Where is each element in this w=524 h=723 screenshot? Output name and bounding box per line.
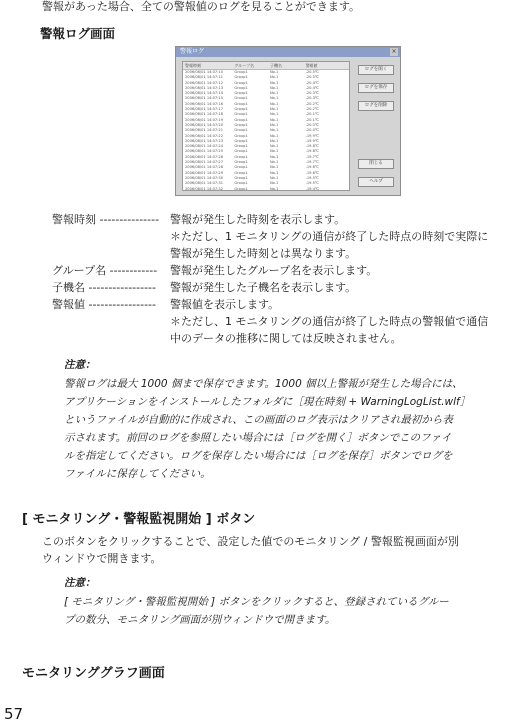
table-cell: No.1: [269, 133, 279, 138]
table-cell: No.1: [269, 128, 279, 133]
body-line: ウィンドウで開きます。: [42, 552, 162, 565]
table-cell: No.1: [269, 101, 279, 106]
section-body: [42, 533, 459, 567]
table-cell: -20.1℃: [305, 112, 319, 117]
section-heading-graph: モニタリンググラフ画面: [22, 666, 165, 681]
table-cell: 2006/08/01 14:07:22: [185, 133, 223, 138]
note-line: [ モニタリング・警報監視開始 ] ボタンをクリックすると、登録されているグルー: [64, 596, 449, 608]
note-line: というファイルが自動的に作成され、この画面のログ表示はクリアされ最初から表: [64, 414, 453, 426]
table-cell: 2006/08/01 14:07:14: [185, 91, 223, 96]
table-cell: Group1: [234, 170, 248, 175]
field-label: グループ名 ------------: [52, 264, 158, 277]
table-cell: -20.2℃: [305, 101, 319, 106]
table-cell: -19.6℃: [305, 165, 319, 170]
table-cell: 2006/08/01 14:07:32: [185, 186, 223, 191]
table-cell: -20.0℃: [305, 122, 319, 127]
field-desc: ＊ただし、1 モニタリングの通信が終了した時点の時刻で実際に: [170, 230, 489, 243]
note-line: ファイルに保存してください。: [64, 468, 211, 480]
column-header-unit[interactable]: 子機名: [269, 63, 282, 68]
field-line: [52, 246, 356, 261]
table-cell: Group1: [234, 144, 248, 149]
note-line: アプリケーションをインストールしたフォルダに［現在時刻 + WarningLogList.wlf］: [64, 396, 471, 408]
table-cell: -20.3℃: [305, 96, 319, 101]
table-cell: Group1: [234, 101, 248, 106]
alarm-log-list[interactable]: [182, 61, 350, 191]
table-cell: 2006/08/01 14:07:26: [185, 154, 223, 159]
column-header-value[interactable]: 警報値: [305, 63, 318, 68]
table-cell: -20.0℃: [305, 128, 319, 133]
field-desc: 警報値を表示します。: [170, 298, 280, 311]
table-cell: -20.5℃: [305, 75, 319, 80]
table-cell: -19.9℃: [305, 138, 319, 143]
table-cell: No.1: [269, 117, 279, 122]
table-row[interactable]: [183, 187, 349, 191]
note-line: ルを指定してください。ログを保存したい場合には［ログを保存］ボタンでログを: [64, 450, 453, 462]
subheading-alarm-log: 警報ログ画面: [40, 26, 116, 41]
table-cell: 2006/08/01 14:07:30: [185, 175, 223, 180]
save-log-button[interactable]: ログを保存: [358, 83, 394, 93]
table-cell: No.1: [269, 160, 279, 165]
body-line: このボタンをクリックすることで、設定した値でのモニタリング / 警報監視画面が別: [42, 535, 459, 548]
table-cell: 2006/08/01 14:07:12: [185, 80, 223, 85]
table-cell: Group1: [234, 91, 248, 96]
table-cell: No.1: [269, 149, 279, 154]
table-cell: Group1: [234, 122, 248, 127]
table-cell: No.1: [269, 175, 279, 180]
delete-log-button[interactable]: ログを削除: [358, 101, 394, 111]
table-cell: -20.5℃: [305, 70, 319, 74]
table-cell: 2006/08/01 14:07:11: [185, 75, 223, 80]
table-cell: No.1: [269, 165, 279, 170]
table-cell: No.1: [269, 181, 279, 186]
table-cell: Group1: [234, 75, 248, 80]
alarm-log-window: [175, 46, 401, 196]
table-cell: -19.7℃: [305, 160, 319, 165]
table-cell: -19.4℃: [305, 186, 319, 191]
table-cell: -19.5℃: [305, 181, 319, 186]
table-cell: 2006/08/01 14:07:28: [185, 165, 223, 170]
table-cell: Group1: [234, 128, 248, 133]
section-heading-monitoring-button: [ モニタリング・警報監視開始 ] ボタン: [22, 512, 256, 527]
field-label: 警報時刻 ---------------: [52, 213, 160, 226]
table-cell: Group1: [234, 107, 248, 112]
table-cell: Group1: [234, 154, 248, 159]
page-number: 57: [4, 705, 24, 723]
note-heading: 注意：: [64, 577, 96, 589]
table-cell: 2006/08/01 14:07:18: [185, 112, 223, 117]
table-cell: No.1: [269, 112, 279, 117]
table-cell: 2006/08/01 14:07:27: [185, 160, 223, 165]
table-cell: 2006/08/01 14:07:17: [185, 107, 223, 112]
table-cell: -19.8℃: [305, 149, 319, 154]
field-line: [52, 280, 356, 295]
field-label: 警報値 -----------------: [52, 298, 156, 311]
table-cell: 2006/08/01 14:07:24: [185, 144, 223, 149]
table-cell: -20.4℃: [305, 80, 319, 85]
table-cell: No.1: [269, 186, 279, 191]
table-cell: Group1: [234, 186, 248, 191]
table-cell: No.1: [269, 122, 279, 127]
field-desc: 警報が発生した時刻を表示します。: [170, 213, 346, 226]
table-cell: 2006/08/01 14:07:31: [185, 181, 223, 186]
table-cell: -19.6℃: [305, 170, 319, 175]
field-line: [52, 212, 345, 227]
table-cell: No.1: [269, 170, 279, 175]
table-cell: Group1: [234, 181, 248, 186]
field-desc: ＊ただし、1 モニタリングの通信が終了した時点の警報値で通信: [170, 315, 489, 328]
table-cell: -19.8℃: [305, 144, 319, 149]
note-body: [64, 375, 470, 483]
table-cell: No.1: [269, 91, 279, 96]
field-line: [52, 229, 488, 244]
table-cell: Group1: [234, 85, 248, 90]
table-cell: Group1: [234, 160, 248, 165]
table-cell: No.1: [269, 107, 279, 112]
field-desc: 警報が発生した子機名を表示します。: [170, 281, 357, 294]
table-cell: No.1: [269, 70, 279, 74]
table-cell: 2006/08/01 14:07:25: [185, 149, 223, 154]
table-cell: No.1: [269, 85, 279, 90]
table-cell: -20.4℃: [305, 85, 319, 90]
table-cell: -19.5℃: [305, 175, 319, 180]
field-line: [52, 263, 377, 278]
note-heading: 注意：: [64, 359, 96, 371]
table-cell: Group1: [234, 112, 248, 117]
table-cell: 2006/08/01 14:07:15: [185, 96, 223, 101]
table-cell: -20.2℃: [305, 107, 319, 112]
table-cell: Group1: [234, 175, 248, 180]
field-desc: 警報が発生した時刻とは異なります。: [170, 247, 357, 260]
help-button[interactable]: ヘルプ: [358, 177, 394, 187]
column-header-time[interactable]: 警報時刻: [185, 63, 201, 68]
table-cell: Group1: [234, 138, 248, 143]
note-body: [64, 593, 449, 629]
table-cell: 2006/08/01 14:07:21: [185, 128, 223, 133]
intro-text: 警報があった場合、全ての警報値のログを見ることができます。: [42, 0, 361, 13]
table-cell: 2006/08/01 14:07:13: [185, 85, 223, 90]
table-cell: 2006/08/01 14:07:10: [185, 70, 223, 74]
table-cell: No.1: [269, 154, 279, 159]
field-desc: 中のデータの推移に関しては反映されません。: [170, 332, 402, 345]
table-cell: 2006/08/01 14:07:19: [185, 117, 223, 122]
note-line: 警報ログは最大 1000 個まで保存できます。1000 個以上警報が発生した場合には、: [64, 378, 463, 390]
table-cell: Group1: [234, 117, 248, 122]
field-line: [52, 331, 402, 346]
note-line: 示されます。前回のログを参照したい場合には［ログを開く］ボタンでこのファイ: [64, 432, 452, 444]
table-cell: No.1: [269, 96, 279, 101]
list-rows: [183, 70, 349, 191]
table-cell: No.1: [269, 75, 279, 80]
close-icon[interactable]: ×: [391, 48, 397, 55]
table-cell: -19.9℃: [305, 133, 319, 138]
table-cell: -19.7℃: [305, 154, 319, 159]
table-cell: -20.1℃: [305, 117, 319, 122]
table-cell: 2006/08/01 14:07:29: [185, 170, 223, 175]
table-cell: Group1: [234, 149, 248, 154]
table-cell: Group1: [234, 96, 248, 101]
table-cell: 2006/08/01 14:07:16: [185, 101, 223, 106]
column-header-group[interactable]: グループ名: [234, 63, 255, 68]
open-log-button[interactable]: ログを開く: [358, 65, 394, 75]
field-desc: 警報が発生したグループ名を表示します。: [170, 264, 378, 277]
window-title: 警報ログ: [180, 48, 205, 55]
table-cell: No.1: [269, 144, 279, 149]
close-button[interactable]: 閉じる: [358, 159, 394, 169]
table-cell: -20.3℃: [305, 91, 319, 96]
note-line: プの数分、モニタリング画面が別ウィンドウで開きます。: [64, 614, 336, 626]
table-cell: No.1: [269, 80, 279, 85]
table-cell: 2006/08/01 14:07:23: [185, 138, 223, 143]
field-line: [52, 297, 279, 312]
table-cell: Group1: [234, 133, 248, 138]
field-label: 子機名 -----------------: [52, 281, 156, 294]
table-cell: Group1: [234, 70, 248, 74]
window-titlebar: [176, 47, 400, 57]
table-cell: No.1: [269, 138, 279, 143]
list-header: [183, 62, 349, 70]
field-line: [52, 314, 488, 329]
table-cell: 2006/08/01 14:07:20: [185, 122, 223, 127]
table-cell: Group1: [234, 165, 248, 170]
table-cell: Group1: [234, 80, 248, 85]
